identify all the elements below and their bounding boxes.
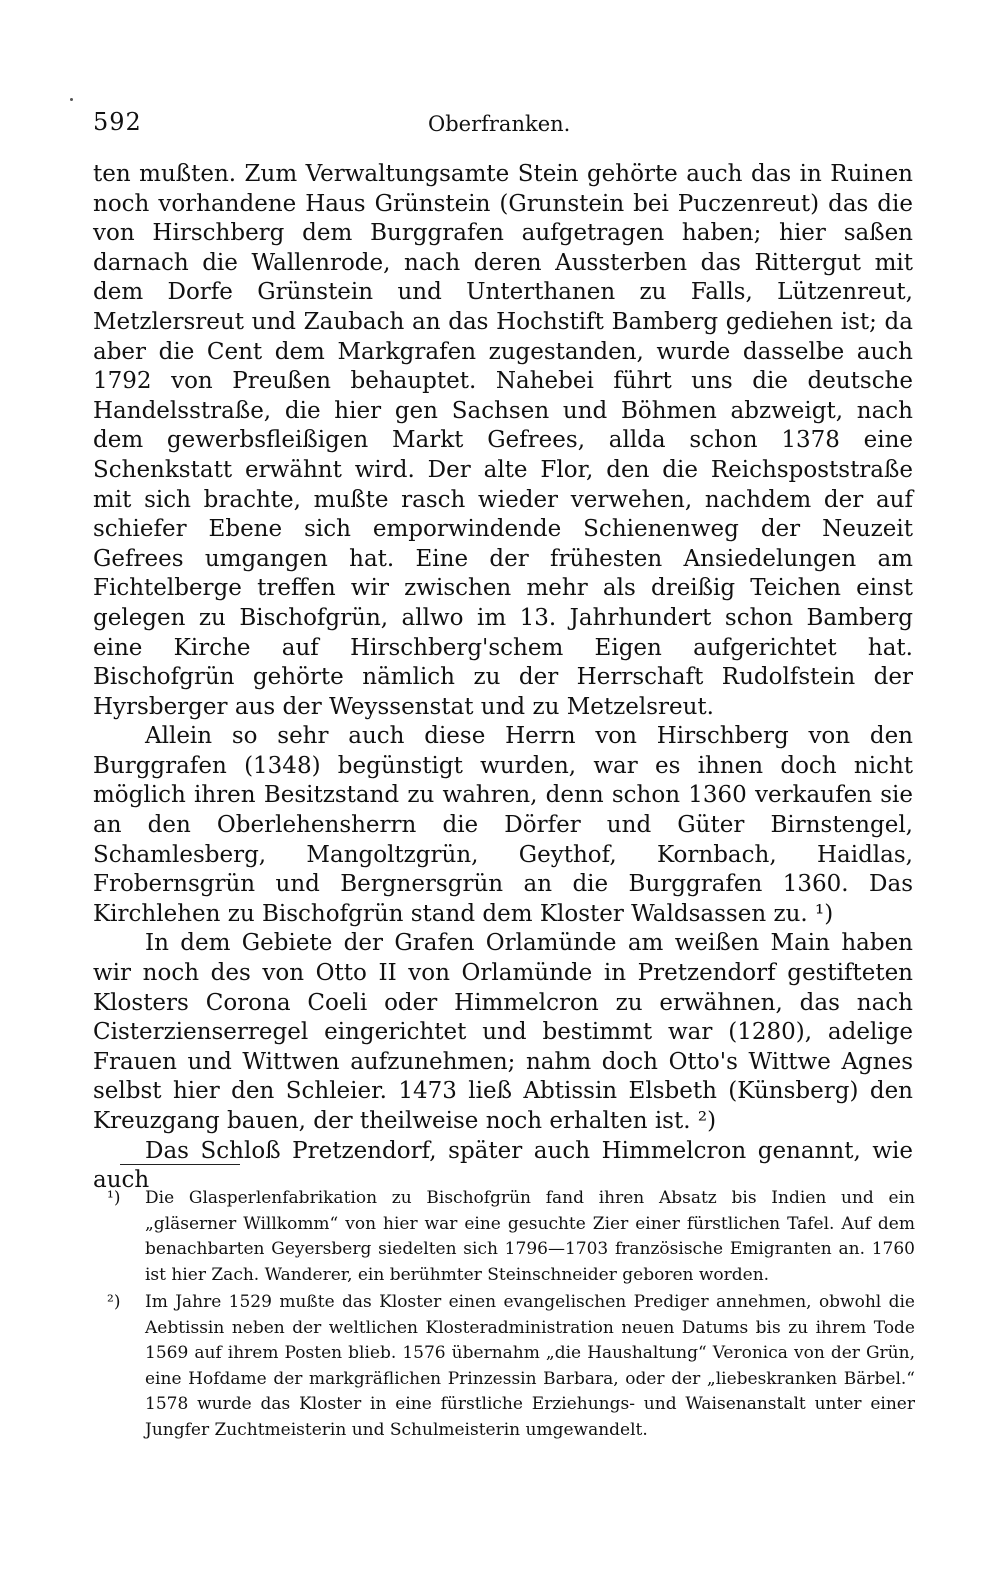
paragraph-3: In dem Gebiete der Grafen Orlamünde am weißen Main haben wir noch des von Otto II von Orlamünde in Pretzendorf gestifteten Klosters Corona Coeli oder Himmelcron zu erwähnen, das nach Cisterzienserregel eingerichtet und bestimmt war (1280), adelige Frauen und Wittwen aufzunehmen; nahm doch Otto's Wittwe Agnes selbst hier den Schleier. 1473 ließ Abtissin Elsbeth (Künsberg) den Kreuzgang bauen, der theilweise noch erhalten ist. ²) xyxy=(93,930,913,1134)
paragraph-2: Allein so sehr auch diese Herrn von Hirschberg von den Burggrafen (1348) begünstigt wurden, war es ihnen doch nicht möglich ihren Besitzstand zu wahren, denn schon 1360 verkaufen sie an den Oberlehensherrn die Dörfer und Güter Birnstengel, Schamlesberg, Mangoltzgrün, Geythof, Kornbach, Haidlas, Frobernsgrün und Bergnersgrün an die Burggrafen 1360. Das Kirchlehen zu Bischofgrün stand dem Kloster Waldsassen zu. ¹) xyxy=(93,723,913,927)
page-header xyxy=(93,108,933,148)
footnote-2-text: Im Jahre 1529 mußte das Kloster einen evangelischen Prediger annehmen, obwohl die Aebtissin neben der weltlichen Klosteradministration neuen Datums bis zu ihrem Tode 1569 auf ihrem Posten blieb. 1576 übernahm „die Haushaltung“ Veronica von der Grün, eine Hofdame der markgräflichen Prinzessin Barbara, oder der „liebeskranken Bärbel.“ 1578 wurde das Kloster in eine fürstliche Erziehungs- und Waisenanstalt unter einer Jungfer Zuchtmeisterin und Schulmeisterin umgewandelt. xyxy=(145,1292,915,1440)
footnote-1-mark: ¹) xyxy=(107,1188,121,1208)
footnote-separator xyxy=(120,1164,240,1165)
footnote-1-text: Die Glasperlenfabrikation zu Bischofgrün fand ihren Absatz bis Indien und ein „gläserner Willkomm“ von hier war eine gesuchte Zier einer fürstlichen Tafel. Auf dem benachbarten Geyersberg siedelten sich 1796—1703 französische Emigranten an. 1760 ist hier Zach. Wanderer, ein berühmter Steinschneider geboren worden. xyxy=(145,1188,915,1285)
footnote-2-mark: ²) xyxy=(107,1292,121,1312)
paragraph-1: ten mußten. Zum Verwaltungsamte Stein gehörte auch das in Ruinen noch vorhandene Haus Grünstein (Grunstein bei Puczenreut) das die von Hirschberg dem Burggrafen aufgetragen haben; hier saßen darnach die Wallenrode, nach deren Aussterben das Rittergut mit dem Dorfe Grünstein und Unterthanen zu Falls, Lützenreut, Metzlersreut und Zaubach an das Hochstift Bamberg gediehen ist; da aber die Cent dem Markgrafen zugestanden, wurde dasselbe auch 1792 von Preußen behauptet. Nahebei führt uns die deutsche Handelsstraße, die hier gen Sachsen und Böhmen abzweigt, nach dem gewerbsfleißigen Markt Gefrees, allda schon 1378 eine Schenkstatt erwähnt wird. Der alte Flor, den die Reichspoststraße mit sich brachte, mußte rasch wieder verwehen, nachdem der auf schiefer Ebene sich emporwindende Schienenweg der Neuzeit Gefrees umgangen hat. Eine der frühesten Ansiedelungen am Fichtelberge treffen wir zwischen mehr als dreißig Teichen einst gelegen zu Bischofgrün, allwo im 13. Jahrhundert schon Bamberg eine Kirche auf Hirschberg'schem Eigen aufgerichtet hat. Bischofgrün gehörte nämlich zu der Herrschaft Rudolfstein der Hyrsberger aus der Weyssenstat und zu Metzelsreut. xyxy=(93,161,913,720)
footnote-1 xyxy=(93,1186,915,1288)
print-speck xyxy=(70,98,73,101)
main-text xyxy=(93,160,913,1196)
running-title: Oberfranken. xyxy=(428,112,571,136)
page-number: 592 xyxy=(93,108,142,136)
paragraph-4: Das Schloß Pretzendorf, später auch Himmelcron genannt, wie auch xyxy=(93,1137,913,1194)
footnote-2 xyxy=(93,1290,915,1443)
footnotes xyxy=(93,1186,915,1445)
